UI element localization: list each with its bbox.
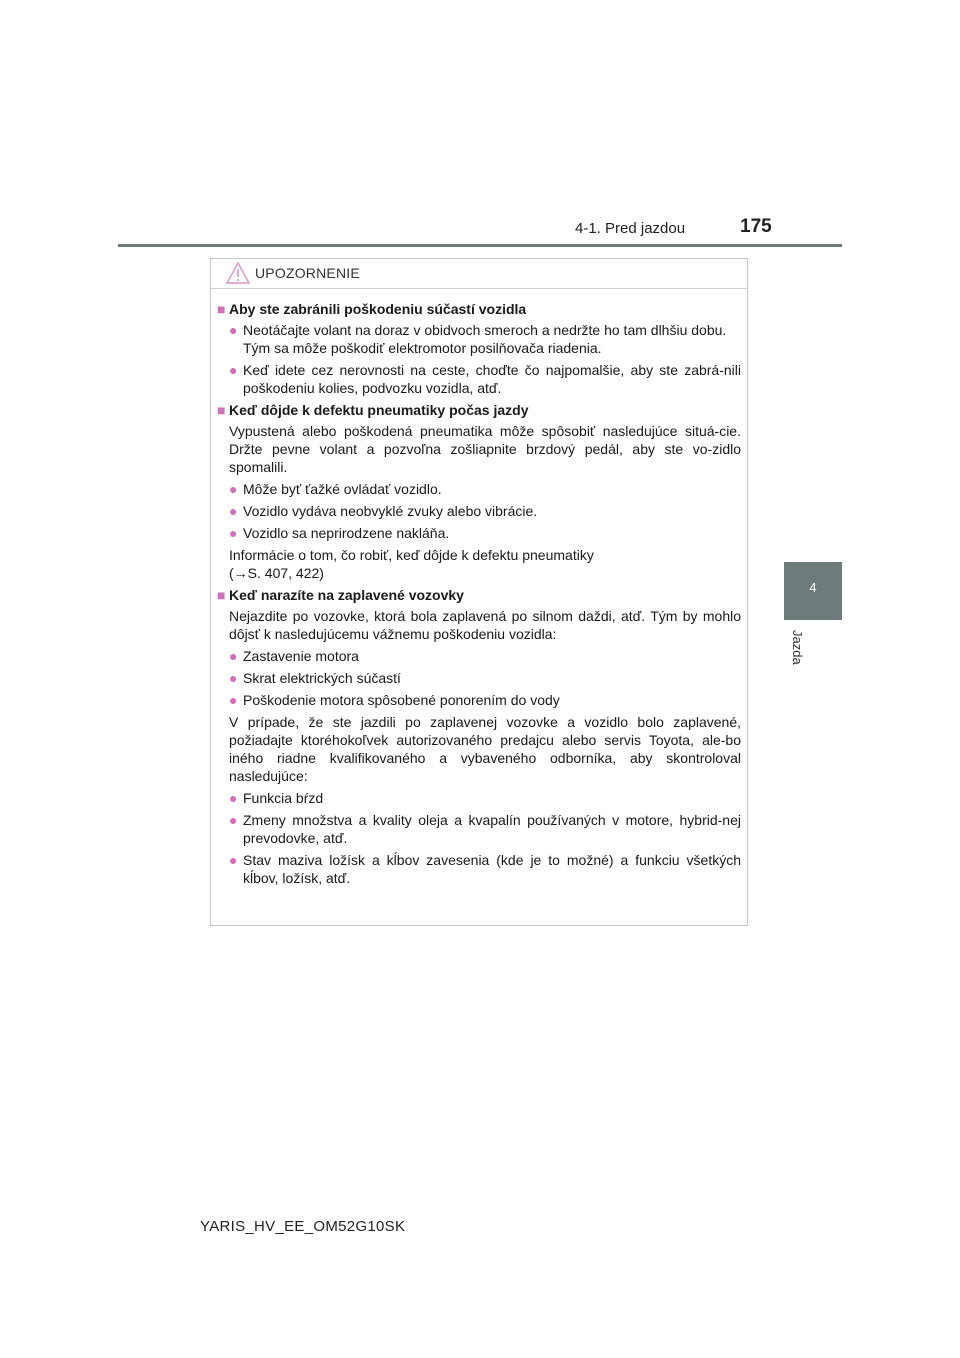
bullet-dot-icon: ● [229,852,238,868]
list-item [229,361,741,397]
bullet-text: Môže byť ťažké ovládať vozidlo. [243,481,442,497]
bullet-text: Vozidlo vydáva neobvyklé zvuky alebo vibrácie. [243,503,538,519]
warning-triangle-icon [225,261,251,285]
bullet-text: Poškodenie motora spôsobené ponorením do vody [243,692,560,708]
list-item [229,480,741,498]
heading-text: Keď narazíte na zaplavené vozovky [229,587,464,603]
list-item [229,647,741,665]
footer-code: YARIS_HV_EE_OM52G10SK [200,1218,406,1235]
square-bullet-icon: ■ [217,587,226,603]
paragraph [229,546,741,582]
list-item [229,851,741,887]
square-bullet-icon: ■ [217,301,226,317]
section-heading [217,401,741,419]
bullet-text: Zastavenie motora [243,648,359,664]
bullet-dot-icon: ● [229,812,238,828]
bullet-text: Zmeny množstva a kvality oleja a kvapalín používaných v motore, hybrid-nej prevodovke, atď. [243,812,741,846]
bullet-text: Vozidlo sa neprirodzene nakláňa. [243,525,450,541]
bullet-text: Funkcia bŕzd [243,790,324,806]
bullet-dot-icon: ● [229,481,238,497]
bullet-text: Skrat elektrických súčastí [243,670,401,686]
heading-text: Keď dôjde k defektu pneumatiky počas jazdy [229,402,529,418]
chapter-label: Jazda [790,630,805,665]
bullet-dot-icon: ● [229,670,238,686]
chapter-tab[interactable]: 4 [784,562,842,620]
paragraph: Nejazdite po vozovke, ktorá bola zaplavená po silnom daždi, atď. Tým by mohlo dôjsť k nasledujúcemu vážnemu poškodeniu vozidla: [229,608,741,642]
paragraph: Vypustená alebo poškodená pneumatika môže spôsobiť nasledujúce situá-cie. Držte pevne volant a pozvoľna zošliapnite brzdový pedál, aby ste vo-zidlo spomalili. [229,423,741,475]
bullet-text: Neotáčajte volant na doraz v obidvoch smeroch a nedržte ho tam dlhšiu dobu. [243,322,727,338]
list-item [229,321,741,357]
bullet-text: Keď idete cez nerovnosti na ceste, choďte čo najpomalšie, aby ste zabrá-nili poškodeniu kolies, podvozku vozidla, atď. [243,362,741,396]
warning-box [210,258,748,926]
list-item [229,524,741,542]
header-section: 4-1. Pred jazdou [575,220,686,237]
list-item [229,502,741,520]
page-number: 175 [740,216,772,237]
heading-text: Aby ste zabránili poškodeniu súčastí vozidla [229,301,527,317]
bullet-dot-icon: ● [229,525,238,541]
paragraph: V prípade, že ste jazdili po zaplavenej vozovke a vozidlo bolo zaplavené, požiadajte ktoréhokoľvek autorizovaného predajcu alebo servis Toyota, ale-bo iného riadne kvalifikovaného a vybaveného odborníka, aby skontroloval nasledujúce: [229,714,741,784]
list-item [229,691,741,709]
square-bullet-icon: ■ [217,402,226,418]
bullet-text: Tým sa môže poškodiť elektromotor posilňovača riadenia. [243,340,602,356]
section-heading [217,300,741,318]
reference-text: Informácie o tom, čo robiť, keď dôjde k defektu pneumatiky [229,547,594,563]
list-item [229,811,741,847]
bullet-dot-icon: ● [229,322,238,338]
bullet-dot-icon: ● [229,648,238,664]
bullet-dot-icon: ● [229,692,238,708]
warning-body [211,289,747,887]
page-reference-link[interactable]: (→S. 407, 422) [229,565,324,581]
list-item [229,789,741,807]
list-item [229,669,741,687]
header-rule [118,244,842,247]
bullet-text: Stav maziva ložísk a kĺbov zavesenia (kde je to možné) a funkciu všetkých kĺbov, ložísk, atď. [243,852,741,886]
bullet-dot-icon: ● [229,790,238,806]
warning-title: UPOZORNENIE [255,265,360,281]
bullet-dot-icon: ● [229,362,238,378]
warning-header [211,259,747,289]
bullet-dot-icon: ● [229,503,238,519]
section-heading [217,586,741,604]
